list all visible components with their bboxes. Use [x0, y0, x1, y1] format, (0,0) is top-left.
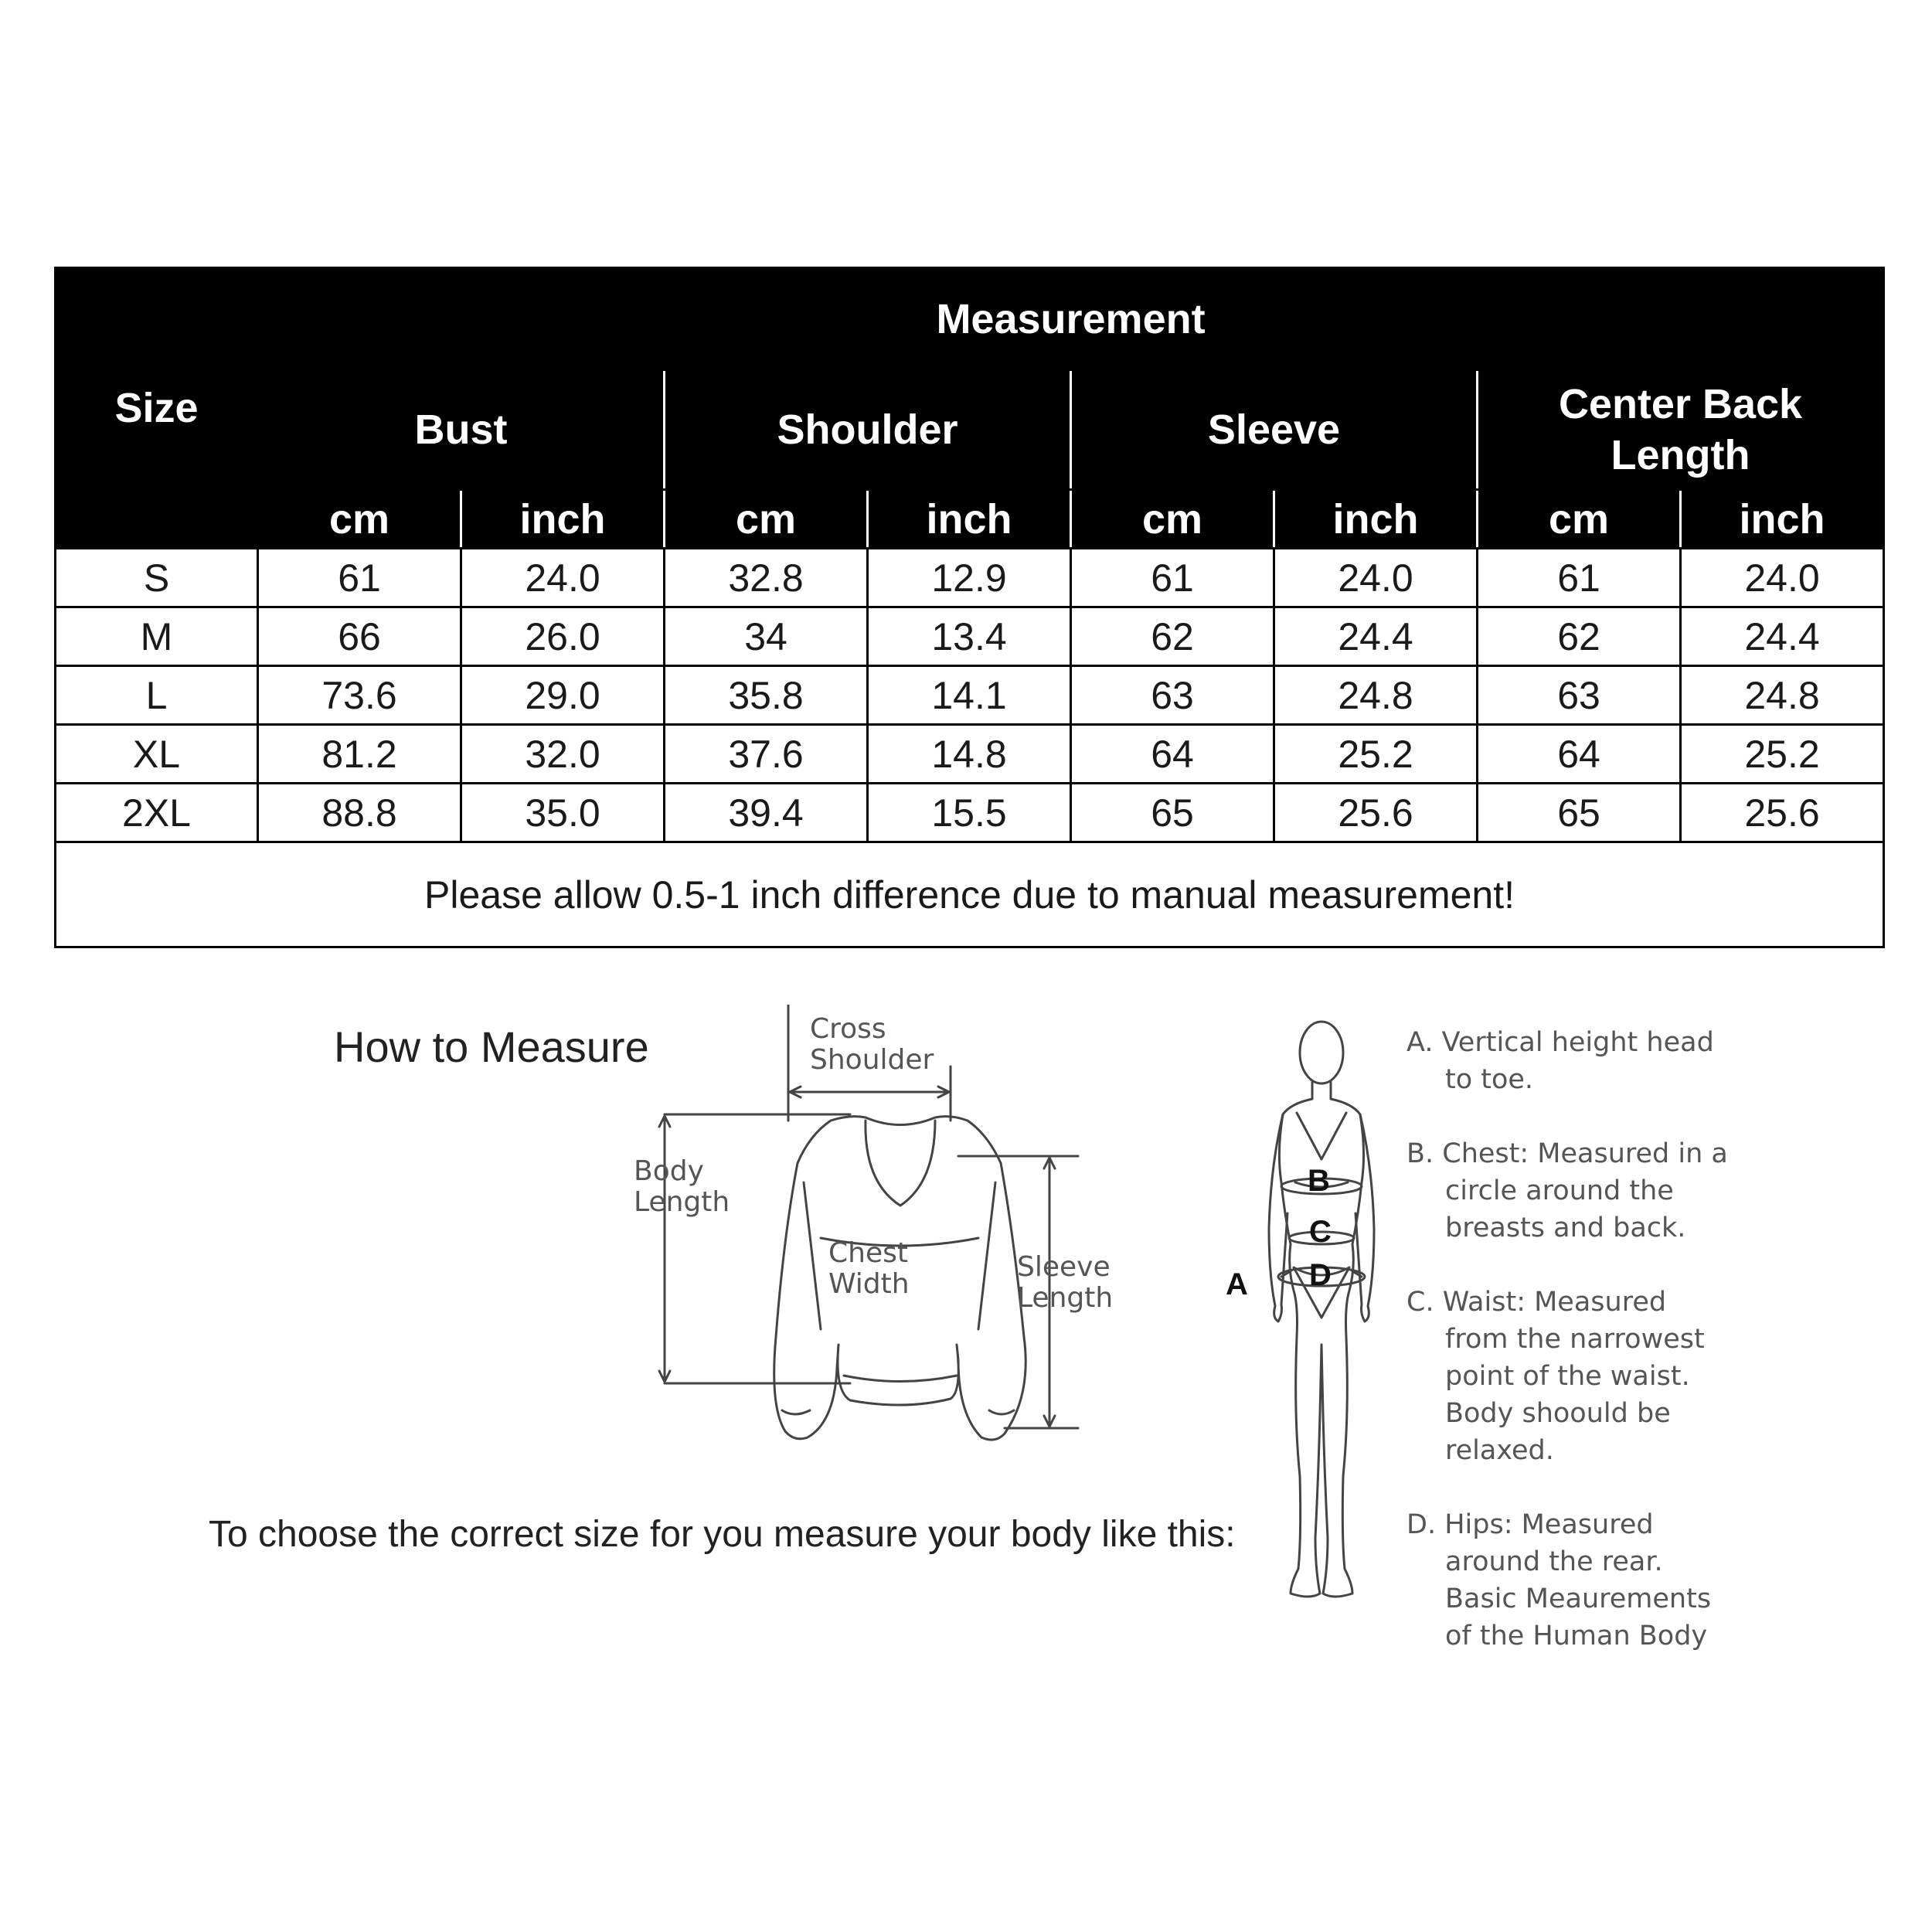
bust-cm-cell: 81.2 [258, 725, 461, 784]
definition-b [1406, 1135, 1747, 1247]
chest-width-label-2: Width [828, 1268, 910, 1300]
shoulder-inch-cell: 14.8 [868, 725, 1071, 784]
sleeve-length-label-1: Sleeve [1017, 1251, 1111, 1283]
center-back-length-line1: Center Back [1558, 381, 1803, 428]
cbl-cm-cell: 64 [1478, 725, 1681, 784]
cross-shoulder-label-2: Shoulder [810, 1044, 934, 1076]
definition-c-line-5: relaxed. [1445, 1435, 1554, 1466]
human-body-illustration [1213, 1012, 1399, 1631]
table-row [56, 607, 1884, 666]
definition-b-line-3: breasts and back. [1445, 1213, 1686, 1243]
cbl-cm-cell: 65 [1478, 784, 1681, 842]
unit-cm: cm [258, 490, 461, 549]
unit-inch: inch [461, 490, 665, 549]
definition-d-line-1: D. Hips: Measured [1406, 1509, 1654, 1540]
sleeve-cm-cell: 64 [1071, 725, 1274, 784]
shoulder-inch-cell: 15.5 [868, 784, 1071, 842]
center-back-length-header [1478, 370, 1884, 490]
cbl-cm-cell: 62 [1478, 607, 1681, 666]
shoulder-cm-cell: 39.4 [665, 784, 868, 842]
shoulder-inch-cell: 12.9 [868, 549, 1071, 607]
sleeve-header: Sleeve [1071, 370, 1478, 490]
shoulder-header: Shoulder [665, 370, 1071, 490]
marker-b: B [1308, 1164, 1330, 1198]
definition-c-line-2: from the narrowest [1445, 1324, 1705, 1355]
marker-c: C [1309, 1215, 1332, 1249]
table-row [56, 784, 1884, 842]
unit-inch: inch [1274, 490, 1478, 549]
cbl-inch-cell: 25.2 [1681, 725, 1884, 784]
bust-inch-cell: 24.0 [461, 549, 665, 607]
bust-cm-cell: 88.8 [258, 784, 461, 842]
sleeve-inch-cell: 24.4 [1274, 607, 1478, 666]
shoulder-inch-cell: 14.1 [868, 666, 1071, 725]
sleeve-length-label-2: Length [1017, 1282, 1114, 1314]
sleeve-inch-cell: 24.0 [1274, 549, 1478, 607]
definition-d-line-2: around the rear. [1445, 1546, 1663, 1577]
body-figure [1213, 1012, 1399, 1631]
definition-a-line-2: to toe. [1445, 1064, 1534, 1095]
shoulder-cm-cell: 37.6 [665, 725, 868, 784]
size-cell: 2XL [56, 784, 258, 842]
definition-c-line-4: Body shoould be [1445, 1398, 1671, 1429]
definition-d [1406, 1506, 1747, 1655]
shoulder-cm-cell: 32.8 [665, 549, 868, 607]
table-row [56, 549, 1884, 607]
sleeve-inch-cell: 24.8 [1274, 666, 1478, 725]
size-cell: M [56, 607, 258, 666]
definition-b-line-1: B. Chest: Measured in a [1406, 1138, 1728, 1169]
unit-cm: cm [1071, 490, 1274, 549]
size-cell: S [56, 549, 258, 607]
shoulder-cm-cell: 34 [665, 607, 868, 666]
bust-cm-cell: 66 [258, 607, 461, 666]
cbl-cm-cell: 61 [1478, 549, 1681, 607]
unit-cm: cm [665, 490, 868, 549]
definition-d-line-3: Basic Meaurements [1445, 1583, 1712, 1614]
sleeve-cm-cell: 65 [1071, 784, 1274, 842]
size-header: Size [56, 268, 258, 549]
cbl-inch-cell: 25.6 [1681, 784, 1884, 842]
how-to-measure-title: How to Measure [334, 1022, 649, 1071]
definition-c-line-3: point of the waist. [1445, 1361, 1690, 1392]
bust-header: Bust [258, 370, 665, 490]
sleeve-cm-cell: 62 [1071, 607, 1274, 666]
bust-inch-cell: 29.0 [461, 666, 665, 725]
shoulder-inch-cell: 13.4 [868, 607, 1071, 666]
unit-inch: inch [1681, 490, 1884, 549]
sleeve-inch-cell: 25.6 [1274, 784, 1478, 842]
marker-d: D [1309, 1258, 1332, 1292]
cbl-inch-cell: 24.0 [1681, 549, 1884, 607]
sleeve-inch-cell: 25.2 [1274, 725, 1478, 784]
definition-b-line-2: circle around the [1445, 1175, 1674, 1206]
bust-inch-cell: 26.0 [461, 607, 665, 666]
body-length-label-1: Body [634, 1155, 704, 1187]
body-length-label-2: Length [634, 1186, 730, 1218]
definition-c-line-1: C. Waist: Measured [1406, 1287, 1667, 1318]
garment-diagram [618, 1005, 1159, 1453]
center-back-length-line2: Length [1611, 432, 1750, 479]
shoulder-cm-cell: 35.8 [665, 666, 868, 725]
bust-inch-cell: 32.0 [461, 725, 665, 784]
bust-cm-cell: 61 [258, 549, 461, 607]
definition-c [1406, 1284, 1747, 1469]
cbl-inch-cell: 24.4 [1681, 607, 1884, 666]
bust-inch-cell: 35.0 [461, 784, 665, 842]
definition-a [1406, 1024, 1747, 1098]
cross-shoulder-label-1: Cross [810, 1013, 886, 1045]
bust-cm-cell: 73.6 [258, 666, 461, 725]
size-cell: XL [56, 725, 258, 784]
measurement-definitions [1406, 1024, 1747, 1692]
unit-inch: inch [868, 490, 1071, 549]
sleeve-cm-cell: 61 [1071, 549, 1274, 607]
note-row [56, 842, 1884, 947]
unit-cm: cm [1478, 490, 1681, 549]
sleeve-cm-cell: 63 [1071, 666, 1274, 725]
cbl-inch-cell: 24.8 [1681, 666, 1884, 725]
instruction-text: To choose the correct size for you measure your body like this: [209, 1514, 1236, 1555]
cbl-cm-cell: 63 [1478, 666, 1681, 725]
size-cell: L [56, 666, 258, 725]
measurement-header: Measurement [258, 268, 1884, 370]
size-chart-table [54, 267, 1885, 948]
table-row [56, 725, 1884, 784]
definition-d-line-4: of the Human Body [1445, 1621, 1708, 1651]
definition-a-line-1: A. Vertical height head [1406, 1027, 1714, 1058]
measurement-note: Please allow 0.5-1 inch difference due to manual measurement! [56, 842, 1884, 947]
table-row [56, 666, 1884, 725]
marker-a: A [1226, 1267, 1248, 1301]
chest-width-label-1: Chest [828, 1237, 908, 1269]
